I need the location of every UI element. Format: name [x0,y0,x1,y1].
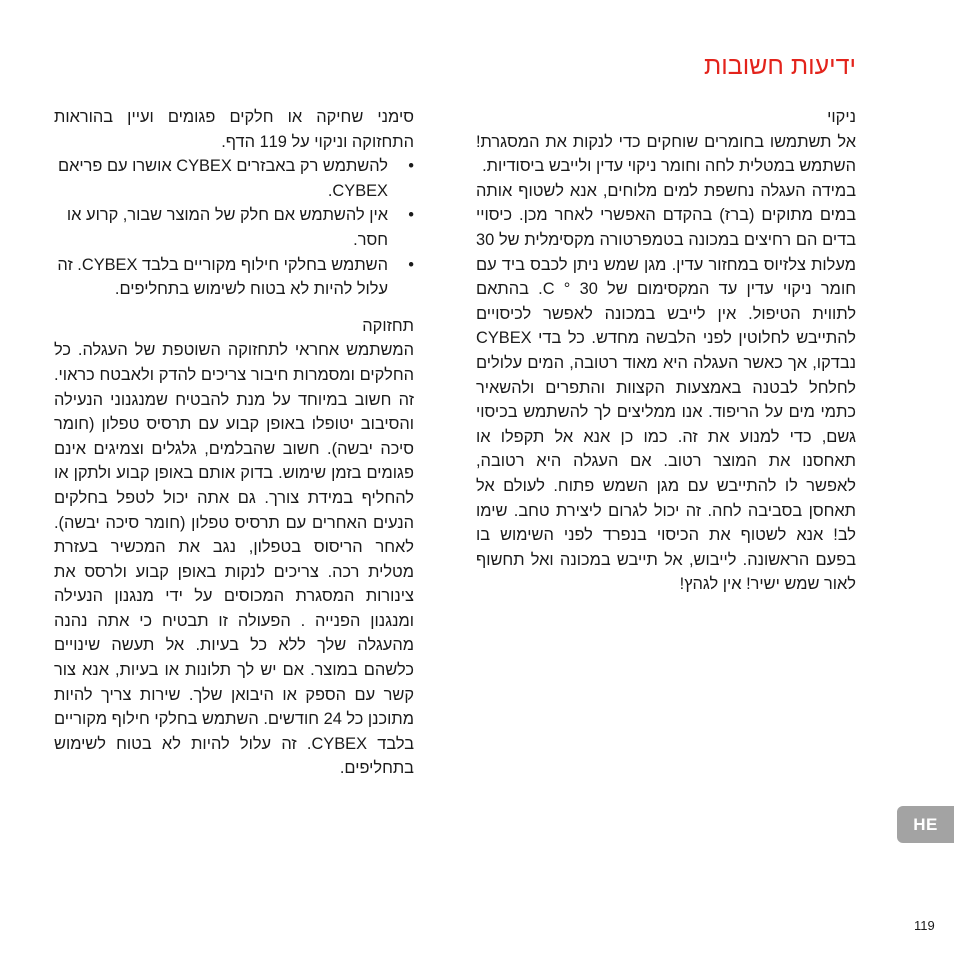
maintenance-paragraph: המשתמש אחראי לתחזוקה השוטפת של העגלה. כל החלקים ומסמרות חיבור צריכים להדק ולאבטח כראוי. זה חשוב במיוחד על מנת להבטיח שמנגנוני הנעילה והסיבוב יטופלו באופן קבוע עם תרסיס טפלון (חומר סיכה יבשה). חשוב שהבלמים, גלגלים וצמיגים אינם פגומים בזמן שימוש. בדוק אותם באופן קבוע ולתקן או להחליף במידת צורך. גם אתה יכול לטפל בחלקים הנעים האחרים עם תרסיס טפלון (חומר סיכה יבשה). לאחר הריסוס בטפלון, נגב את המכשיר בעזרת מטלית רכה. צריכים לנקות באופן קבוע ולרסס את צינורות המסגרת המכוסים על ידי מנגנון הנעילה ומנגנון הפנייה . הפעולה זו תבטיח כי אתה נהנה מהעגלה שלך ללא כל בעיות. אל תעשה שינויים כלשהם במוצר. אם יש לך תלונות או בעיות, אנא צור קשר עם הספק או היבואן שלך. שירות צריך להיות מתוכנן כל 24 חודשים. השתמש בחלקי חילוף מקוריים בלבד CYBEX. זה עלול להיות לא בטוח לשימוש בתחליפים. [54,341,414,778]
warning-intro: סימני שחיקה או חלקים פגומים ועיין בהוראות התחזוקה וניקוי על 119 הדף. [54,108,414,151]
section-gap [54,302,414,314]
warning-list [54,154,414,302]
warning-item: • אין להשתמש אם חלק של המוצר שבור, קרוע או חסר. [54,203,414,252]
maintenance-section [54,105,414,781]
page-title: ידיעות חשובות [703,52,856,80]
cleaning-heading: ניקוי [827,108,856,126]
cleaning-paragraph-2: במידה העגלה נחשפת למים מלוחים, אנא לשטוף אותה במים מתוקים (ברז) בהקדם האפשרי לאחר מכן. כיסויי בדים הם רחיצים במכונה בטמפרטורה מקסימלית של 30 מעלות צלזיוס במחזור עדין. מגן שמש ניתן לכבס ביד עם חומר ניקוי עדין עד המקסימום של 30 ° C. בהתאם לתווית הטיפול. אין לייבש במכונה לאפשר לכיסויים להתייבש לחלוטין לפני הלבשה מחדש. כל בדי CYBEX נבדקו, אך כאשר העגלה היא מאוד רטובה, המים עלולים לחלחל לבטנה באמצעות הקצוות והתפרים ולהשאיר כתמי מים על הריפוד. אנו ממליצים לך להשתמש בכיסוי גשם, כדי למנוע את זה. כמו כן אנא אל תקפלו או תאחסנו את המוצר רטוב. אם העגלה היא רטובה, לאפשר לו להתייבש עם מגן השמש פתוח. לעולם אל תאחסן בסביבה לחה. זה יכול לגרום ליצירת טחב. שימו לב! אנא לשטוף את הכיסוי בנפרד לפני השימוש בו בפעם הראשונה. לייבוש, אל תייבש במכונה ואל תחשוף לאור שמש ישיר! אין לגהץ! [476,181,856,594]
page-number: 119 [914,918,935,933]
warning-item: • השתמש בחלקי חילוף מקוריים בלבד CYBEX. זה עלול להיות לא בטוח לשימוש בתחליפים. [54,253,414,302]
cleaning-section [476,105,856,597]
warning-item: • להשתמש רק באבזרים CYBEX אושרו עם פריאם CYBEX. [54,154,414,203]
language-tab: HE [897,806,954,843]
cleaning-paragraph-1: אל תשתמשו בחומרים שוחקים כדי לנקות את המסגרת! השתמש במטלית לחה וחומר ניקוי עדין ולייבש ביסודיות. [476,132,856,176]
maintenance-heading: תחזוקה [362,316,414,335]
